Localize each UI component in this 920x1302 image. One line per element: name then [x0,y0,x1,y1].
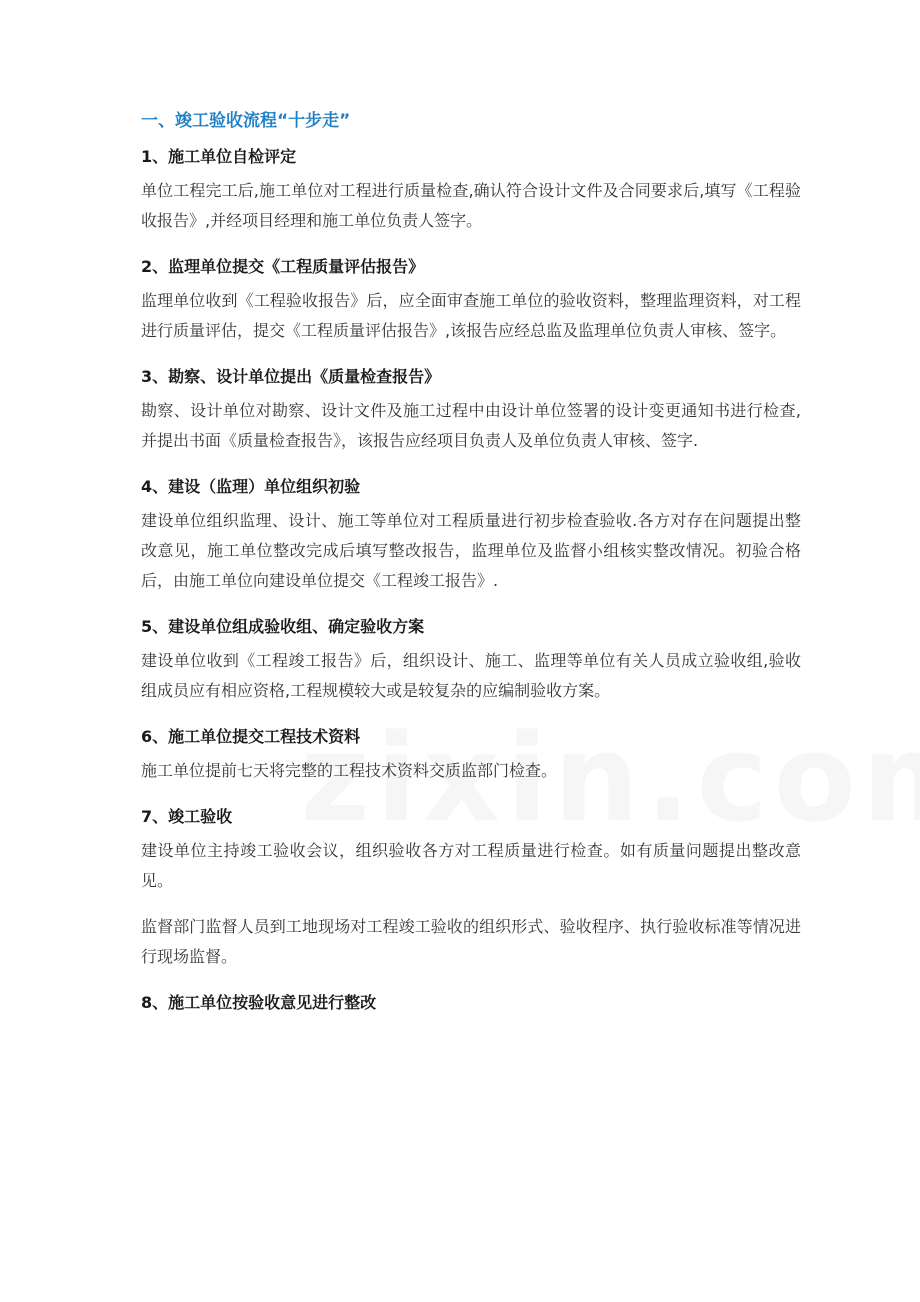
section-3 [141,362,801,456]
document-content [141,106,801,1034]
section-paragraph: 建设单位收到《工程竣工报告》后，组织设计、施工、监理等单位有关人员成立验收组,验收组成员应有相应资格,工程规模较大或是较复杂的应编制验收方案。 [141,651,801,700]
section-heading: 3、勘察、设计单位提出《质量检查报告》 [141,367,441,386]
section-8 [141,988,801,1018]
section-heading: 4、建设（监理）单位组织初验 [141,477,361,496]
section-heading: 8、施工单位按验收意见进行整改 [141,993,377,1012]
main-title: 一、竣工验收流程“十步走” [141,111,351,131]
section-paragraph: 施工单位提前七天将完整的工程技术资料交质监部门检查。 [141,761,558,780]
section-paragraph: 勘察、设计单位对勘察、设计文件及施工过程中由设计单位签署的设计变更通知书进行检查,并提出书面《质量检查报告》，该报告应经项目负责人及单位负责人审核、签字. [141,401,801,450]
section-heading: 2、监理单位提交《工程质量评估报告》 [141,257,425,276]
section-paragraph: 建设单位主持竣工验收会议，组织验收各方对工程质量进行检查。如有质量问题提出整改意见。 [141,841,801,890]
section-paragraph: 单位工程完工后,施工单位对工程进行质量检查,确认符合设计文件及合同要求后,填写《工程验收报告》,并经项目经理和施工单位负责人签字。 [141,181,801,230]
section-paragraph: 监督部门监督人员到工地现场对工程竣工验收的组织形式、验收程序、执行验收标准等情况进行现场监督。 [141,917,801,966]
section-4 [141,472,801,596]
section-1 [141,142,801,236]
section-6 [141,722,801,786]
section-paragraph: 建设单位组织监理、设计、施工等单位对工程质量进行初步检查验收.各方对存在问题提出整改意见，施工单位整改完成后填写整改报告，监理单位及监督小组核实整改情况。初验合格后，由施工单位向建设单位提交《工程竣工报告》. [141,511,801,590]
section-7 [141,802,801,972]
section-heading: 6、施工单位提交工程技术资料 [141,727,361,746]
section-heading: 5、建设单位组成验收组、确定验收方案 [141,617,425,636]
section-heading: 1、施工单位自检评定 [141,147,297,166]
section-paragraph: 监理单位收到《工程验收报告》后，应全面审查施工单位的验收资料，整理监理资料，对工程进行质量评估，提交《工程质量评估报告》,该报告应经总监及监理单位负责人审核、签字。 [141,291,801,340]
section-heading: 7、竣工验收 [141,807,233,826]
section-5 [141,612,801,706]
section-2 [141,252,801,346]
